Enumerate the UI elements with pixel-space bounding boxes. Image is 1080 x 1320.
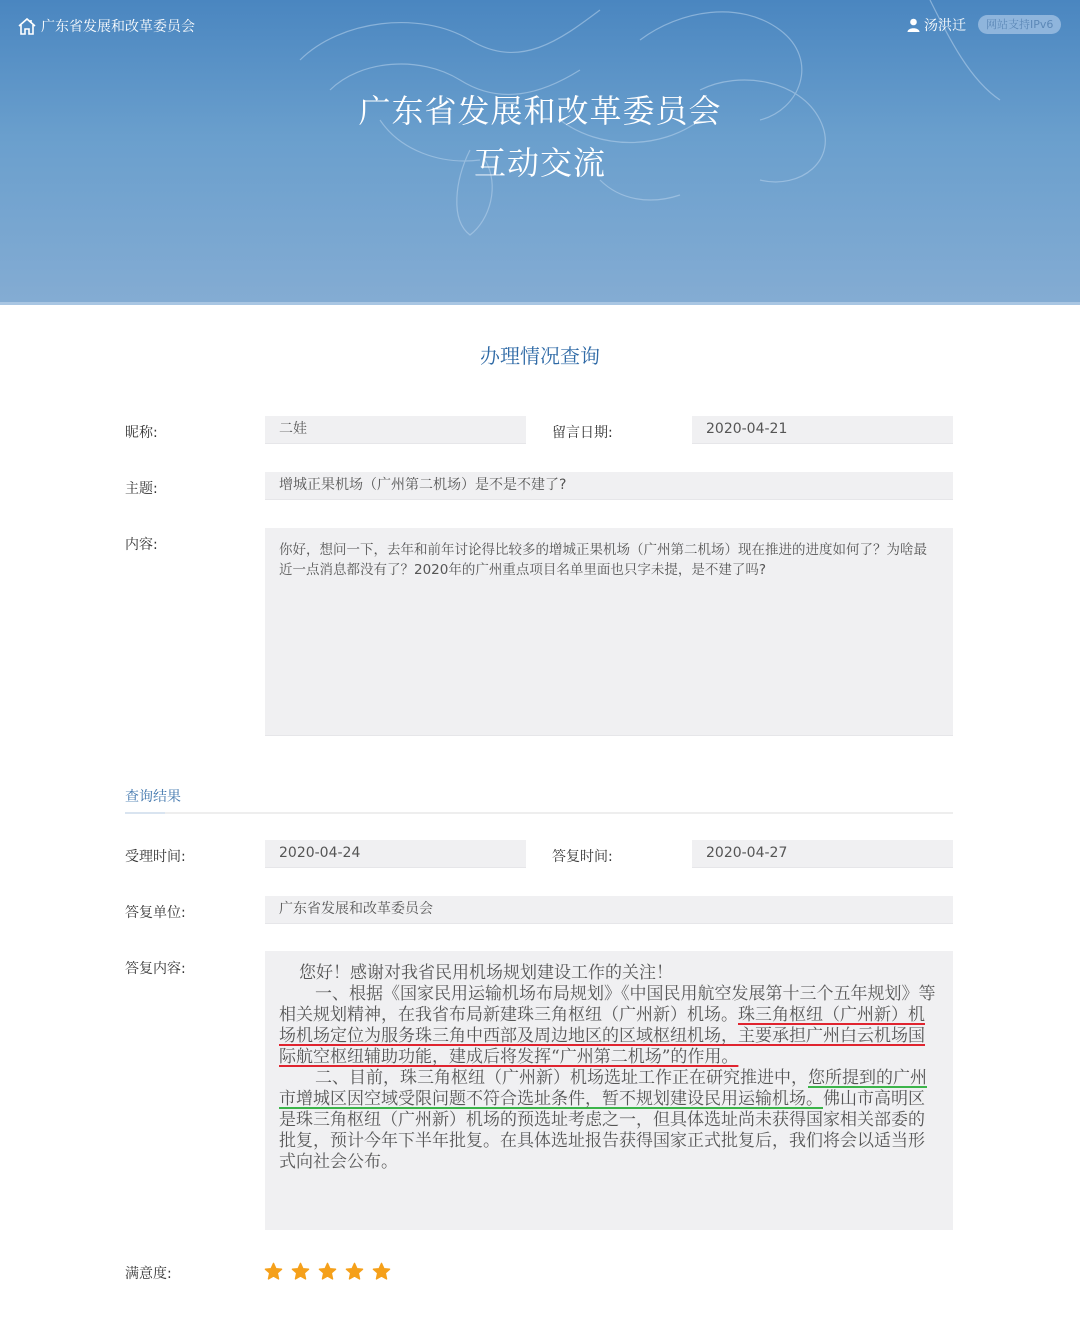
banner-divider (0, 302, 1080, 305)
reply-content-box (265, 951, 953, 1230)
user-name[interactable]: 汤洪迁 (924, 18, 966, 34)
star-icon[interactable] (318, 1262, 337, 1281)
user-icon (907, 18, 920, 32)
section-title-result: 查询结果 (125, 789, 181, 805)
reply-content-label: 答复内容: (125, 961, 186, 977)
nickname-field: 二娃 (265, 416, 526, 444)
reply-p2-text: 二、目前，珠三角枢纽（广州新）机场选址工作正在研究推进中， (315, 1068, 808, 1088)
content-label: 内容: (125, 537, 158, 553)
site-name-link[interactable]: 广东省发展和改革委员会 (41, 19, 195, 35)
satisfaction-rating[interactable] (264, 1262, 391, 1281)
section-divider (125, 812, 953, 814)
home-link[interactable] (17, 16, 195, 36)
accepted-time-label: 受理时间: (125, 849, 186, 865)
star-icon[interactable] (372, 1262, 391, 1281)
ipv6-badge: 网站支持IPv6 (978, 15, 1061, 34)
reply-p2-rest: 佛山市高明区是珠三角枢纽（广州新）机场的预选址考虑之一，但具体选址尚未获得国家相关部委的批复，预计今年下半年批复。在具体选址报告获得国家正式批复后，我们将会以适当形式向社会公布。 (279, 1089, 925, 1172)
reply-p2-highlight-green: 您所提到的广州市增城区因空域受限问题不符合选址条件，暂不规划建设民用运输机场。 (279, 1068, 927, 1109)
content-textarea: 你好，想问一下，去年和前年讨论得比较多的增城正果机场（广州第二机场）现在推进的进度如何了？为啥最近一点消息都没有了？2020年的广州重点项目名单里面也只字未提，是不建了吗? (265, 528, 953, 736)
reply-time-label: 答复时间: (552, 849, 613, 865)
message-date-label: 留言日期: (552, 425, 613, 441)
section-divider-accent (125, 812, 165, 814)
reply-time-field: 2020-04-27 (692, 840, 953, 868)
satisfaction-label: 满意度: (125, 1266, 172, 1282)
star-icon[interactable] (345, 1262, 364, 1281)
subject-label: 主题: (125, 481, 158, 497)
star-icon[interactable] (291, 1262, 310, 1281)
hero-subtitle: 互动交流 (473, 144, 606, 182)
star-icon[interactable] (264, 1262, 283, 1281)
nickname-label: 昵称: (125, 425, 158, 441)
page-title: 办理情况查询 (480, 344, 600, 368)
reply-greeting: 您好！感谢对我省民用机场规划建设工作的关注！ (299, 963, 673, 983)
reply-p1-text: 一、根据《国家民用运输机场布局规划》《中国民用航空发展第十三个五年规划》等相关规划精神，在我省布局新建珠三角枢纽（广州新）机场。 (279, 984, 936, 1025)
accepted-time-field: 2020-04-24 (265, 840, 526, 868)
reply-paragraph-2 (279, 1068, 939, 1173)
reply-unit-field: 广东省发展和改革委员会 (265, 896, 953, 924)
subject-field: 增城正果机场（广州第二机场）是不是不建了? (265, 472, 953, 500)
user-menu[interactable] (907, 15, 966, 35)
reply-p1-highlight-red: 珠三角枢纽（广州新）机场机场定位为服务珠三角中西部及周边地区的区域枢纽机场，主要承担广州白云机场国际航空枢纽辅助功能，建成后将发挥“广州第二机场”的作用。 (279, 1005, 925, 1067)
reply-unit-label: 答复单位: (125, 905, 186, 921)
message-date-field: 2020-04-21 (692, 416, 953, 444)
reply-paragraph-1 (279, 984, 939, 1068)
home-icon (17, 16, 37, 36)
hero-title: 广东省发展和改革委员会 (358, 92, 722, 130)
